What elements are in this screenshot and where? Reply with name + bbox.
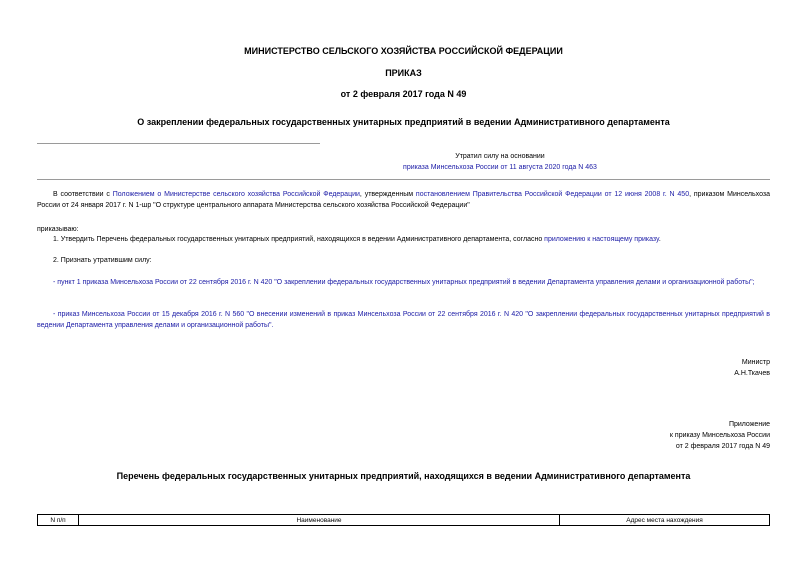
- doc-type: ПРИКАЗ: [385, 68, 422, 78]
- appendix-date: от 2 февраля 2017 года N 49: [675, 443, 770, 450]
- preamble-text-a: В соответствии с: [53, 191, 113, 198]
- item-2: 2. Признать утратившим силу:: [53, 257, 152, 264]
- divider-short: [37, 143, 320, 144]
- preamble-text-c: , приказом Минсельхоза России от 24 января 2017 г. N 1-шр "О структуре центрального аппарата Министерства сельского хозяйства Российской Федерации": [37, 191, 771, 209]
- doc-date-number: от 2 февраля 2017 года N 49: [340, 89, 467, 99]
- appendix-link[interactable]: приложению к настоящему приказу: [544, 236, 659, 243]
- appendix-header: [560, 419, 770, 452]
- regulation-link[interactable]: Положением о Министерстве сельского хозяйства Российской Федерации: [112, 191, 360, 198]
- col-address: Адрес места нахождения: [560, 515, 770, 526]
- repeal-note-line1: Утратил силу на основании: [455, 153, 545, 160]
- doc-subject: О закреплении федеральных государственных унитарных предприятий в ведении Административного департамента: [137, 117, 670, 127]
- col-name: Наименование: [79, 515, 560, 526]
- signature-name: А.Н.Ткачев: [734, 370, 770, 377]
- item-1-end: .: [658, 236, 661, 243]
- preamble-text-b: , утвержденным: [359, 191, 416, 198]
- appendix-title: Перечень федеральных государственных унитарных предприятий, находящихся в ведении Административного департамента: [116, 471, 691, 481]
- signature-block: [600, 357, 770, 379]
- appendix-label: Приложение: [728, 421, 770, 428]
- government-decree-link[interactable]: постановлением Правительства Российской Федерации от 12 июня 2008 г. N 450: [415, 191, 690, 198]
- item-1-text: 1. Утвердить Перечень федеральных государственных унитарных предприятий, находящихся в ведении Административного департамента, согласно: [53, 236, 545, 243]
- ministry-title: МИНИСТЕРСТВО СЕЛЬСКОГО ХОЗЯЙСТВА РОССИЙСКОЙ ФЕДЕРАЦИИ: [244, 46, 563, 56]
- preamble-paragraph: [37, 189, 770, 211]
- item-1: [53, 234, 770, 245]
- repeal-note-link[interactable]: приказа Минсельхоза России от 11 августа 2020 года N 463: [403, 164, 597, 171]
- appendix-to-order: к приказу Минсельхоза России: [669, 432, 770, 439]
- table-header-row: [38, 515, 770, 526]
- item-2-sub-2-link[interactable]: - приказ Минсельхоза России от 15 декабря 2016 г. N 560 "О внесении изменений в приказ Минсельхоза России от 22 сентября 2016 г. N 420 "О закреплении федеральных государственных унитарных предприятий в ведении Департамента управления делами и организационной работы".: [37, 311, 770, 329]
- enterprises-table: [37, 514, 770, 526]
- divider-full: [37, 179, 770, 180]
- col-number: N п/п: [38, 515, 79, 526]
- repeal-note: [360, 151, 640, 173]
- order-word: приказываю:: [37, 226, 79, 233]
- item-2-sub-1-link[interactable]: - пункт 1 приказа Минсельхоза России от 22 сентября 2016 г. N 420 "О закреплении федеральных государственных унитарных предприятий в ведении Департамента управления делами и организационной работы";: [53, 279, 755, 286]
- signature-title: Министр: [741, 359, 770, 366]
